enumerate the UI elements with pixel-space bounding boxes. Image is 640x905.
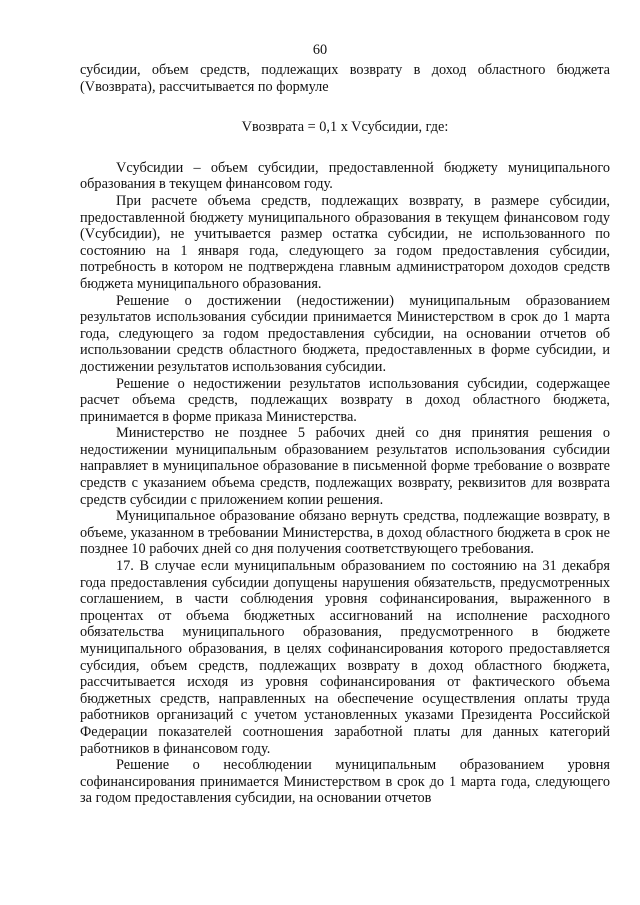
- paragraph-section-17: 17. В случае если муниципальным образованием по состоянию на 31 декабря года предоставления субсидии допущены нарушения обязательств, предусмотренных соглашением, в части соблюдения уровня софинансирования, выраженного в процентах от объема бюджетных ассигнований на исполнение расходного обязательства муниципального образования, предусмотренного в бюджете муниципального образования, в целях софинансирования которого предоставляется субсидия, объем средств, подлежащих возврату в доход областного бюджета, рассчитывается исходя из уровня софинансирования от фактического объема бюджетных средств, направленных на обеспечение осуществления оплаты труда работников организаций с учетом установленных указами Президента Российской Федерации показателей соотношения заработной платы для данных категорий работников в финансовом году.: [80, 558, 610, 757]
- paragraph-cofinancing-decision: Решение о несоблюдении муниципальным образованием уровня софинансирования принимается Министерством в срок до 1 марта года, следующего за годом предоставления субсидии, на основании отчетов: [80, 757, 610, 807]
- formula: Vвозврата = 0,1 x Vсубсидии, где:: [241, 119, 449, 136]
- paragraph-decision-order: Решение о недостижении результатов использования субсидии, содержащее расчет объема средств, подлежащих возврату в доход областного бюджета, принимается в форме приказа Министерства.: [80, 375, 610, 425]
- paragraph-calculation-note: При расчете объема средств, подлежащих возврату, в размере субсидии, предоставленной бюджету муниципального образования в текущем финансовом году (Vсубсидии), не учитывается размер остатка субсидии, не использованного по состоянию на 1 января года, следующего за годом предоставления субсидии, потребность в котором не подтверждена главным администратором доходов средств бюджета муниципального образования.: [80, 192, 610, 292]
- page-number: 60: [312, 42, 328, 58]
- document-body: [80, 62, 610, 807]
- paragraph-decision-achievement: Решение о достижении (недостижении) муниципальным образованием результатов использования субсидии принимается Министерством в срок до 1 марта года, следующего за годом предоставления субсидии, на основании отчетов об использовании средств областного бюджета, предоставленных в форме субсидии, и достижении результатов использования субсидии.: [80, 292, 610, 375]
- paragraph-definition: Vсубсидии – объем субсидии, предоставленной бюджету муниципального образования в текущем финансовом году.: [80, 159, 610, 193]
- paragraph-ministry-requirement: Министерство не позднее 5 рабочих дней со дня принятия решения о недостижении муниципальным образованием результатов использования субсидии направляет в муниципальное образование в письменной форме требование о возврате средств с указанием объема средств, подлежащих возврату, реквизитов для возврата средств субсидии с приложением копии решения.: [80, 425, 610, 508]
- paragraph-return-obligation: Муниципальное образование обязано вернуть средства, подлежащие возврату, в объеме, указанном в требовании Министерства, в доход областного бюджета в срок не позднее 10 рабочих дней со дня получения соответствующего требования.: [80, 508, 610, 558]
- paragraph-continuation: субсидии, объем средств, подлежащих возврату в доход областного бюджета (Vвозврата), рассчитывается по формуле: [80, 62, 610, 95]
